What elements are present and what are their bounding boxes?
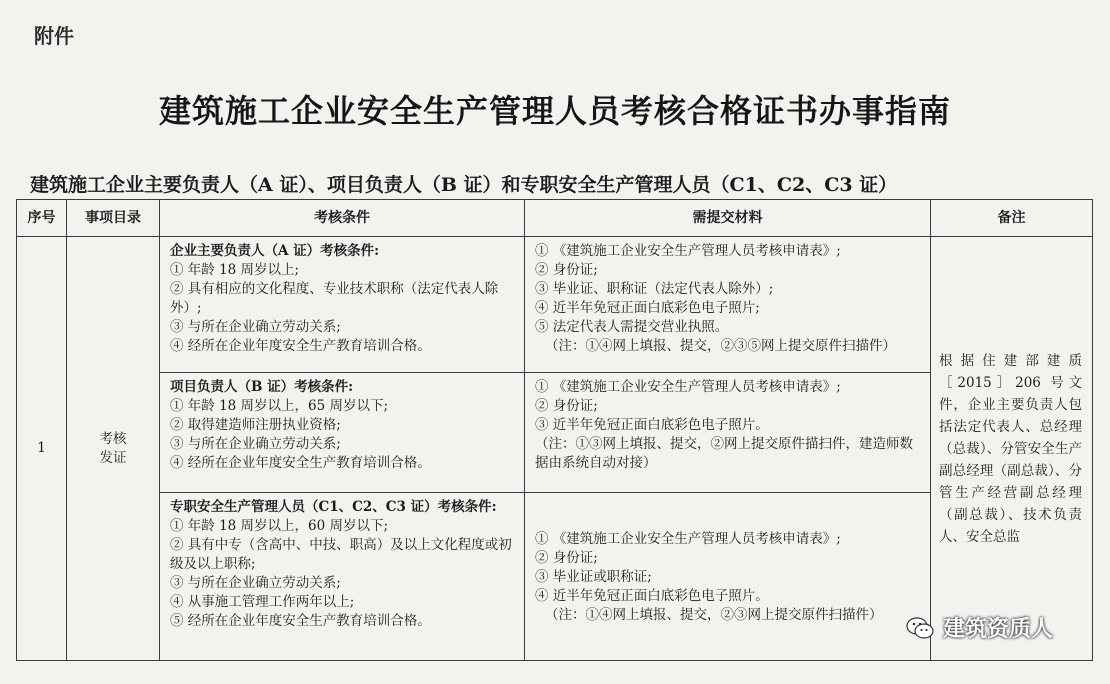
material-item: ③ 毕业证、职称证（法定代表人除外）; — [535, 281, 774, 297]
condition-item: ④ 经所在企业年度安全生产教育培训合格。 — [170, 455, 431, 471]
header-no: 序号 — [17, 200, 67, 237]
materials-b — [525, 373, 931, 493]
conditions-title: 专职安全生产管理人员（C1、C2、C3 证）考核条件: — [170, 499, 497, 515]
conditions-title: 项目负责人（B 证）考核条件: — [170, 379, 354, 395]
header-remarks: 备注 — [931, 200, 1093, 237]
watermark-text: 建筑资质人 — [943, 617, 1054, 642]
row-item-line: 考核 — [99, 430, 127, 447]
row-item — [67, 237, 160, 661]
conditions-title: 企业主要负责人（A 证）考核条件: — [170, 243, 380, 259]
watermark — [905, 612, 1053, 643]
material-item: ② 身份证; — [535, 398, 598, 414]
material-item: ⑤ 法定代表人需提交营业执照。 — [535, 319, 729, 335]
material-note: （注：①④网上填报、提交，②③⑤网上提交原件扫描件） — [545, 338, 896, 354]
condition-item: ① 年龄 18 周岁以上; — [170, 262, 300, 278]
table-subtitle: 建筑施工企业主要负责人（A 证）、项目负责人（B 证）和专职安全生产管理人员（C1、C2、C3 证） — [30, 174, 898, 196]
material-item: ③ 近半年免冠正面白底彩色电子照片。 — [535, 417, 769, 433]
material-item: ④ 近半年免冠正面白底彩色电子照片; — [535, 300, 760, 316]
condition-item: ① 年龄 18 周岁以上，65 周岁以下; — [170, 398, 389, 414]
condition-item: ④ 从事施工管理工作两年以上; — [170, 594, 355, 610]
material-note: （注：①③网上填报、提交，②网上提交原件描扫件，建造师数据由系统自动对接） — [535, 436, 913, 471]
condition-item: ② 取得建造师注册执业资格; — [170, 417, 341, 433]
row-item-line: 发证 — [99, 449, 127, 466]
remarks-cell: 根据住建部建质［2015］206 号文件，企业主要负责人包括法定代表人、总经理（总裁）、分管安全生产副总经理（副总裁）、分管生产经营副总经理（副总裁）、技术负责人、安全总监 — [931, 237, 1093, 661]
material-item: ③ 毕业证或职称证; — [535, 568, 652, 585]
condition-item: ① 年龄 18 周岁以上，60 周岁以下; — [170, 518, 389, 534]
material-item: ② 身份证; — [535, 549, 598, 566]
condition-item: ③ 与所在企业确立劳动关系; — [170, 319, 341, 335]
condition-item: ⑤ 经所在企业年度安全生产教育培训合格。 — [170, 613, 431, 629]
conditions-c — [160, 493, 525, 661]
row-number: 1 — [17, 237, 67, 661]
wechat-icon — [905, 615, 935, 641]
page-title: 建筑施工企业安全生产管理人员考核合格证书办事指南 — [158, 92, 951, 130]
material-item: ① 《建筑施工企业安全生产管理人员考核申请表》; — [535, 530, 841, 547]
materials-c — [525, 493, 931, 661]
header-conditions: 考核条件 — [160, 200, 525, 237]
material-item: ② 身份证; — [535, 262, 598, 278]
condition-item: ③ 与所在企业确立劳动关系; — [170, 436, 341, 452]
attachment-label: 附件 — [34, 24, 74, 48]
material-item: ④ 近半年免冠正面白底彩色电子照片。 — [535, 587, 769, 604]
conditions-b — [160, 373, 525, 493]
condition-item: ② 具有中专（含高中、中技、职高）及以上文化程度或初级及以上职称; — [170, 537, 512, 572]
table-row — [17, 237, 1093, 373]
material-item: ① 《建筑施工企业安全生产管理人员考核申请表》; — [535, 243, 841, 259]
material-item: ① 《建筑施工企业安全生产管理人员考核申请表》; — [535, 379, 841, 395]
material-note: （注：①④网上填报、提交，②③网上提交原件扫描件） — [545, 606, 883, 623]
conditions-a — [160, 237, 525, 373]
condition-item: ② 具有相应的文化程度、专业技术职称（法定代表人除外）; — [170, 281, 499, 316]
header-item: 事项目录 — [67, 200, 160, 237]
header-materials: 需提交材料 — [525, 200, 931, 237]
table-header-row — [17, 200, 1093, 237]
materials-a — [525, 237, 931, 373]
guide-table — [16, 199, 1093, 661]
condition-item: ④ 经所在企业年度安全生产教育培训合格。 — [170, 338, 431, 354]
condition-item: ③ 与所在企业确立劳动关系; — [170, 575, 341, 591]
